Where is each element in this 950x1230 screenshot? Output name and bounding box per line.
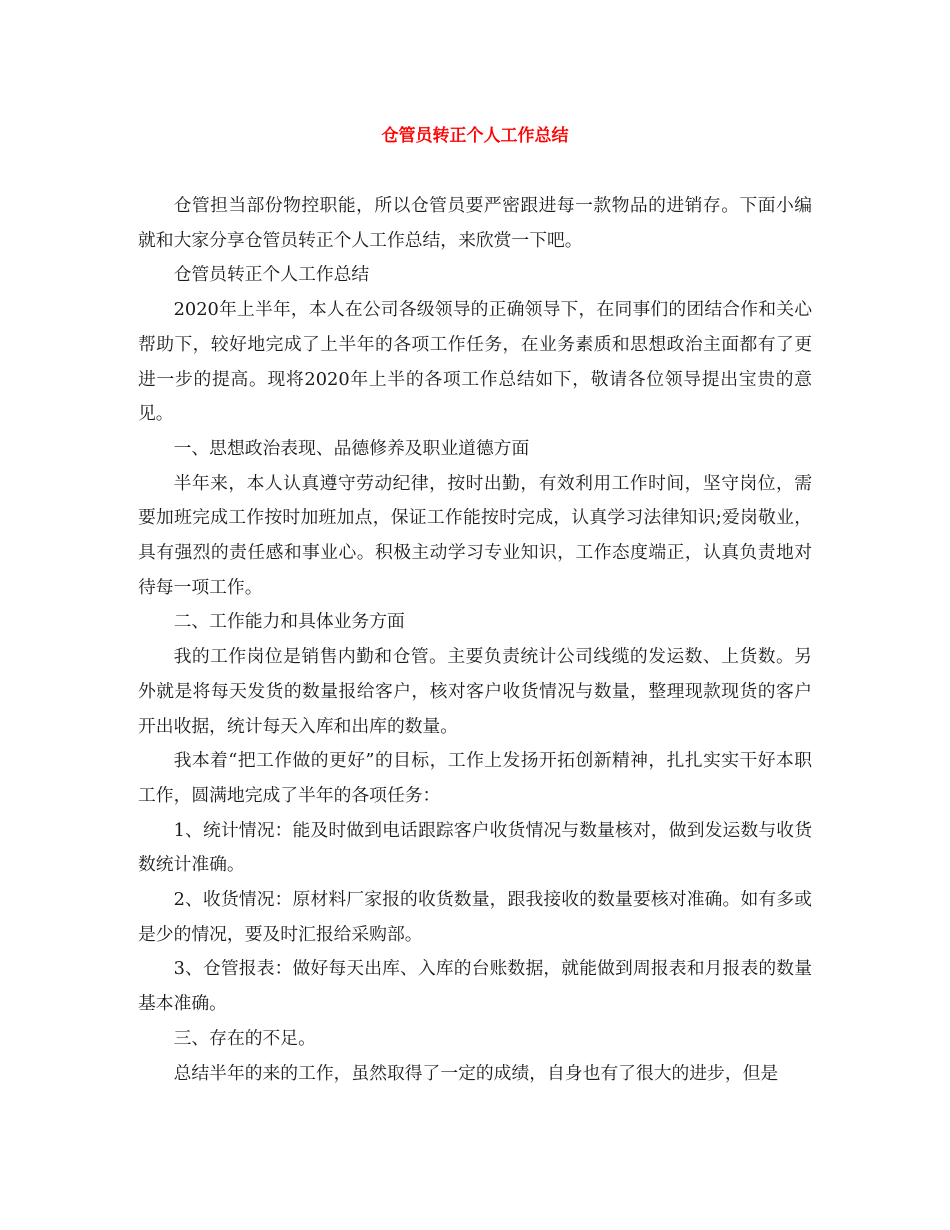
section-heading-3: 三、存在的不足。 — [173, 1027, 316, 1049]
intro-paragraph: 仓管担当部份物控职能，所以仓管员要严密跟进每一款物品的进销存。下面小编就和大家分享仓管员转正个人工作总结，来欣赏一下吧。 — [138, 195, 812, 251]
subtitle-paragraph: 仓管员转正个人工作总结 — [173, 264, 370, 286]
summary-paragraph: 总结半年的来的工作，虽然取得了一定的成绩，自身也有了很大的进步，但是 — [173, 1062, 779, 1084]
document-body — [138, 189, 812, 1091]
overview-paragraph: 2020年上半年，本人在公司各级领导的正确领导下，在同事们的团结合作和关心帮助下，较好地完成了上半年的各项工作任务，在业务素质和思想政治主面都有了更进一步的提高。现将2020年上半的各项工作总结如下，敬请各位领导提出宝贵的意见。 — [138, 299, 812, 425]
list-item-2: 2、收货情况：原材料厂家报的收货数量，跟我接收的数量要核对准确。如有多或是少的情况，要及时汇报给采购部。 — [138, 889, 812, 945]
list-item-3: 3、仓管报表：做好每天出库、入库的台账数据，就能做到周报表和月报表的数量基本准确。 — [138, 958, 812, 1015]
section-1-paragraph: 半年来，本人认真遵守劳动纪律，按时出勤，有效利用工作时间，坚守岗位，需要加班完成工作按时加班加点，保证工作能按时完成，认真学习法律知识;爱岗敬业，具有强烈的责任感和事业心。积极主动学习专业知识，工作态度端正，认真负责地对待每一项工作。 — [138, 472, 812, 598]
document-title: 仓管员转正个人工作总结 — [381, 126, 569, 146]
section-2-paragraph: 我的工作岗位是销售内勤和仓管。主要负责统计公司线缆的发运数、上货数。另外就是将每天发货的数量报给客户，核对客户收货情况与数量，整理现款现货的客户开出收据，统计每天入库和出库的数量。 — [138, 646, 812, 737]
goal-paragraph: 我本着“把工作做的更好”的目标，工作上发扬开拓创新精神，扎扎实实干好本职工作，圆满地完成了半年的各项任务： — [138, 750, 812, 806]
section-heading-1: 一、思想政治表现、品德修养及职业道德方面 — [173, 437, 530, 459]
list-item-1: 1、统计情况：能及时做到电话跟踪客户收货情况与数量核对，做到发运数与收货数统计准确。 — [138, 819, 812, 876]
section-heading-2: 二、工作能力和具体业务方面 — [173, 611, 405, 633]
